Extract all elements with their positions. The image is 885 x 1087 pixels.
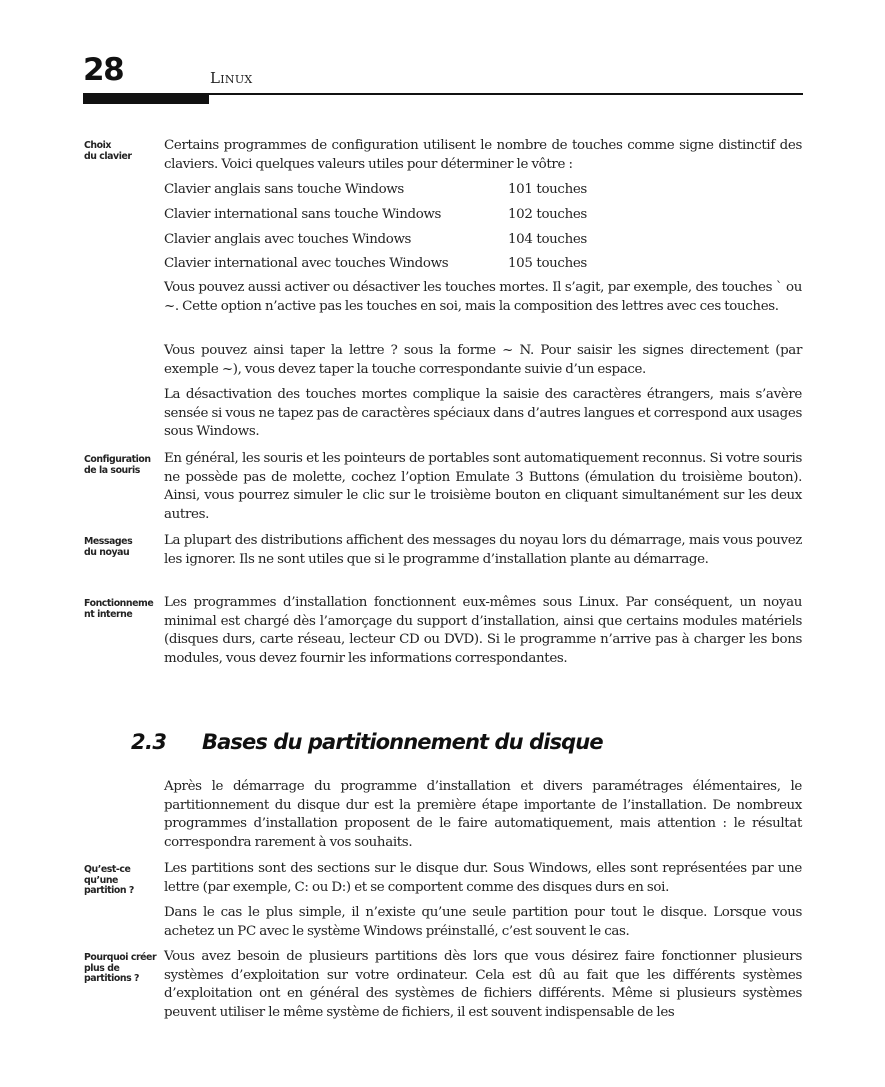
running-head: Linux	[210, 69, 253, 87]
paragraph: La plupart des distributions affichent des messages du noyau lors du démarrage, mais vous pouvez les ignorer. Ils ne sont utiles que si le programme d’installation plante au démarrage.	[164, 533, 802, 567]
section-title: Bases du partitionnement du disque	[202, 730, 603, 754]
paragraph-group-touches-mortes-3	[164, 386, 802, 442]
section-intro	[164, 778, 802, 852]
paragraph-configuration-souris	[164, 450, 802, 524]
paragraph: En général, les souris et les pointeurs de portables sont automatiquement reconnus. Si votre souris ne possède pas de molette, cochez l’option Emulate 3 Buttons (émulation du troisième bouton). Ainsi, vous pourrez simuler le clic sur le troisième bouton en cliquant simultanément sur les deux autres.	[164, 451, 802, 522]
paragraph-group-touches-mortes	[164, 279, 802, 316]
paragraph: Les programmes d’installation fonctionnent eux-mêmes sous Linux. Par conséquent, un noyau minimal est chargé dès l’amorçage du support d’installation, ainsi que certains modules matériels (disques durs, carte réseau, lecteur CD ou DVD). Si le programme n’arrive pas à charger les bons modules, vous devez fournir les informations correspondantes.	[164, 595, 802, 666]
margin-note-choix-du-clavier: Choix du clavier	[84, 140, 132, 162]
keyboard-row	[164, 253, 804, 278]
paragraph: Les partitions sont des sections sur le disque dur. Sous Windows, elles sont représentées par une lettre (par exemple, C: ou D:) et se comportent comme des disques durs en soi.	[164, 861, 802, 895]
margin-note-pourquoi-creer-partitions: Pourquoi créer plus de partitions ?	[84, 952, 157, 985]
keyboard-name: Clavier international sans touche Windows	[164, 206, 442, 222]
keyboard-name: Clavier anglais sans touche Windows	[164, 182, 404, 197]
keyboard-key-count: 105 touches	[508, 256, 587, 272]
paragraph-group-touches-mortes-2	[164, 342, 802, 379]
paragraph-quest-ce-partition-2	[164, 904, 802, 941]
keyboard-name: Clavier international avec touches Windows	[164, 256, 449, 272]
paragraph-fonctionnement-interne	[164, 594, 802, 668]
paragraph-messages-noyau	[164, 532, 802, 569]
section-number: 2.3	[131, 730, 167, 754]
keyboard-name: Clavier anglais avec touches Windows	[164, 231, 412, 247]
paragraph: Après le démarrage du programme d’installation et divers paramétrages élémentaires, le partitionnement du disque dur est la première étape importante de l’installation. De nombreux programmes d’installation proposent de le faire automatiquement, mais attention : le résultat correspondra rarement à vos souhaits.	[164, 779, 802, 850]
keyboard-list	[164, 179, 804, 278]
paragraph: Vous avez besoin de plusieurs partitions dès lors que vous désirez faire fonctionner plusieurs systèmes d’exploitation sur votre ordinateur. Cela est dû au fait que les différents systèmes d’exploitation ont en général des systèmes de fichiers différents. Même si plusieurs systèmes peuvent utiliser le même système de fichiers, il est souvent indispensable de les	[164, 949, 802, 1020]
keyboard-row	[164, 179, 804, 204]
margin-note-messages-noyau: Messages du noyau	[84, 536, 133, 558]
paragraph: Vous pouvez ainsi taper la lettre ? sous la forme ~ N. Pour saisir les signes directement (par exemple ~), vous devez taper la touche correspondante suivie d’un espace.	[164, 343, 802, 377]
paragraph-quest-ce-partition	[164, 860, 802, 897]
paragraph-choix-du-clavier	[164, 137, 802, 174]
margin-note-configuration-souris: Configuration de la souris	[84, 454, 151, 476]
keyboard-row	[164, 229, 804, 254]
header-block	[83, 95, 209, 104]
paragraph: Vous pouvez aussi activer ou désactiver les touches mortes. Il s’agit, par exemple, des touches ` ou ~. Cette option n’active pas les touches en soi, mais la composition des lettres avec ces touches.	[164, 280, 802, 314]
paragraph-pourquoi-creer-partitions	[164, 948, 802, 1022]
paragraph: La désactivation des touches mortes complique la saisie des caractères étrangers, mais s’avère sensée si vous ne tapez pas de caractères spéciaux dans d’autres langues et correspond aux usages sous Windows.	[164, 387, 802, 440]
keyboard-key-count: 101 touches	[508, 182, 587, 197]
paragraph: Certains programmes de configuration utilisent le nombre de touches comme signe distinctif des claviers. Voici quelques valeurs utiles pour déterminer le vôtre :	[164, 138, 802, 172]
keyboard-row	[164, 204, 804, 229]
keyboard-key-count: 104 touches	[508, 231, 587, 247]
paragraph: Dans le cas le plus simple, il n’existe qu’une seule partition pour tout le disque. Lorsque vous achetez un PC avec le système Windows préinstallé, c’est souvent le cas.	[164, 905, 802, 939]
margin-note-quest-ce-partition: Qu’est-ce qu’une partition ?	[84, 864, 134, 897]
keyboard-key-count: 102 touches	[508, 206, 587, 222]
page-number: 28	[83, 52, 124, 88]
margin-note-fonctionnement-interne: Fonctionnement interne	[84, 598, 154, 620]
